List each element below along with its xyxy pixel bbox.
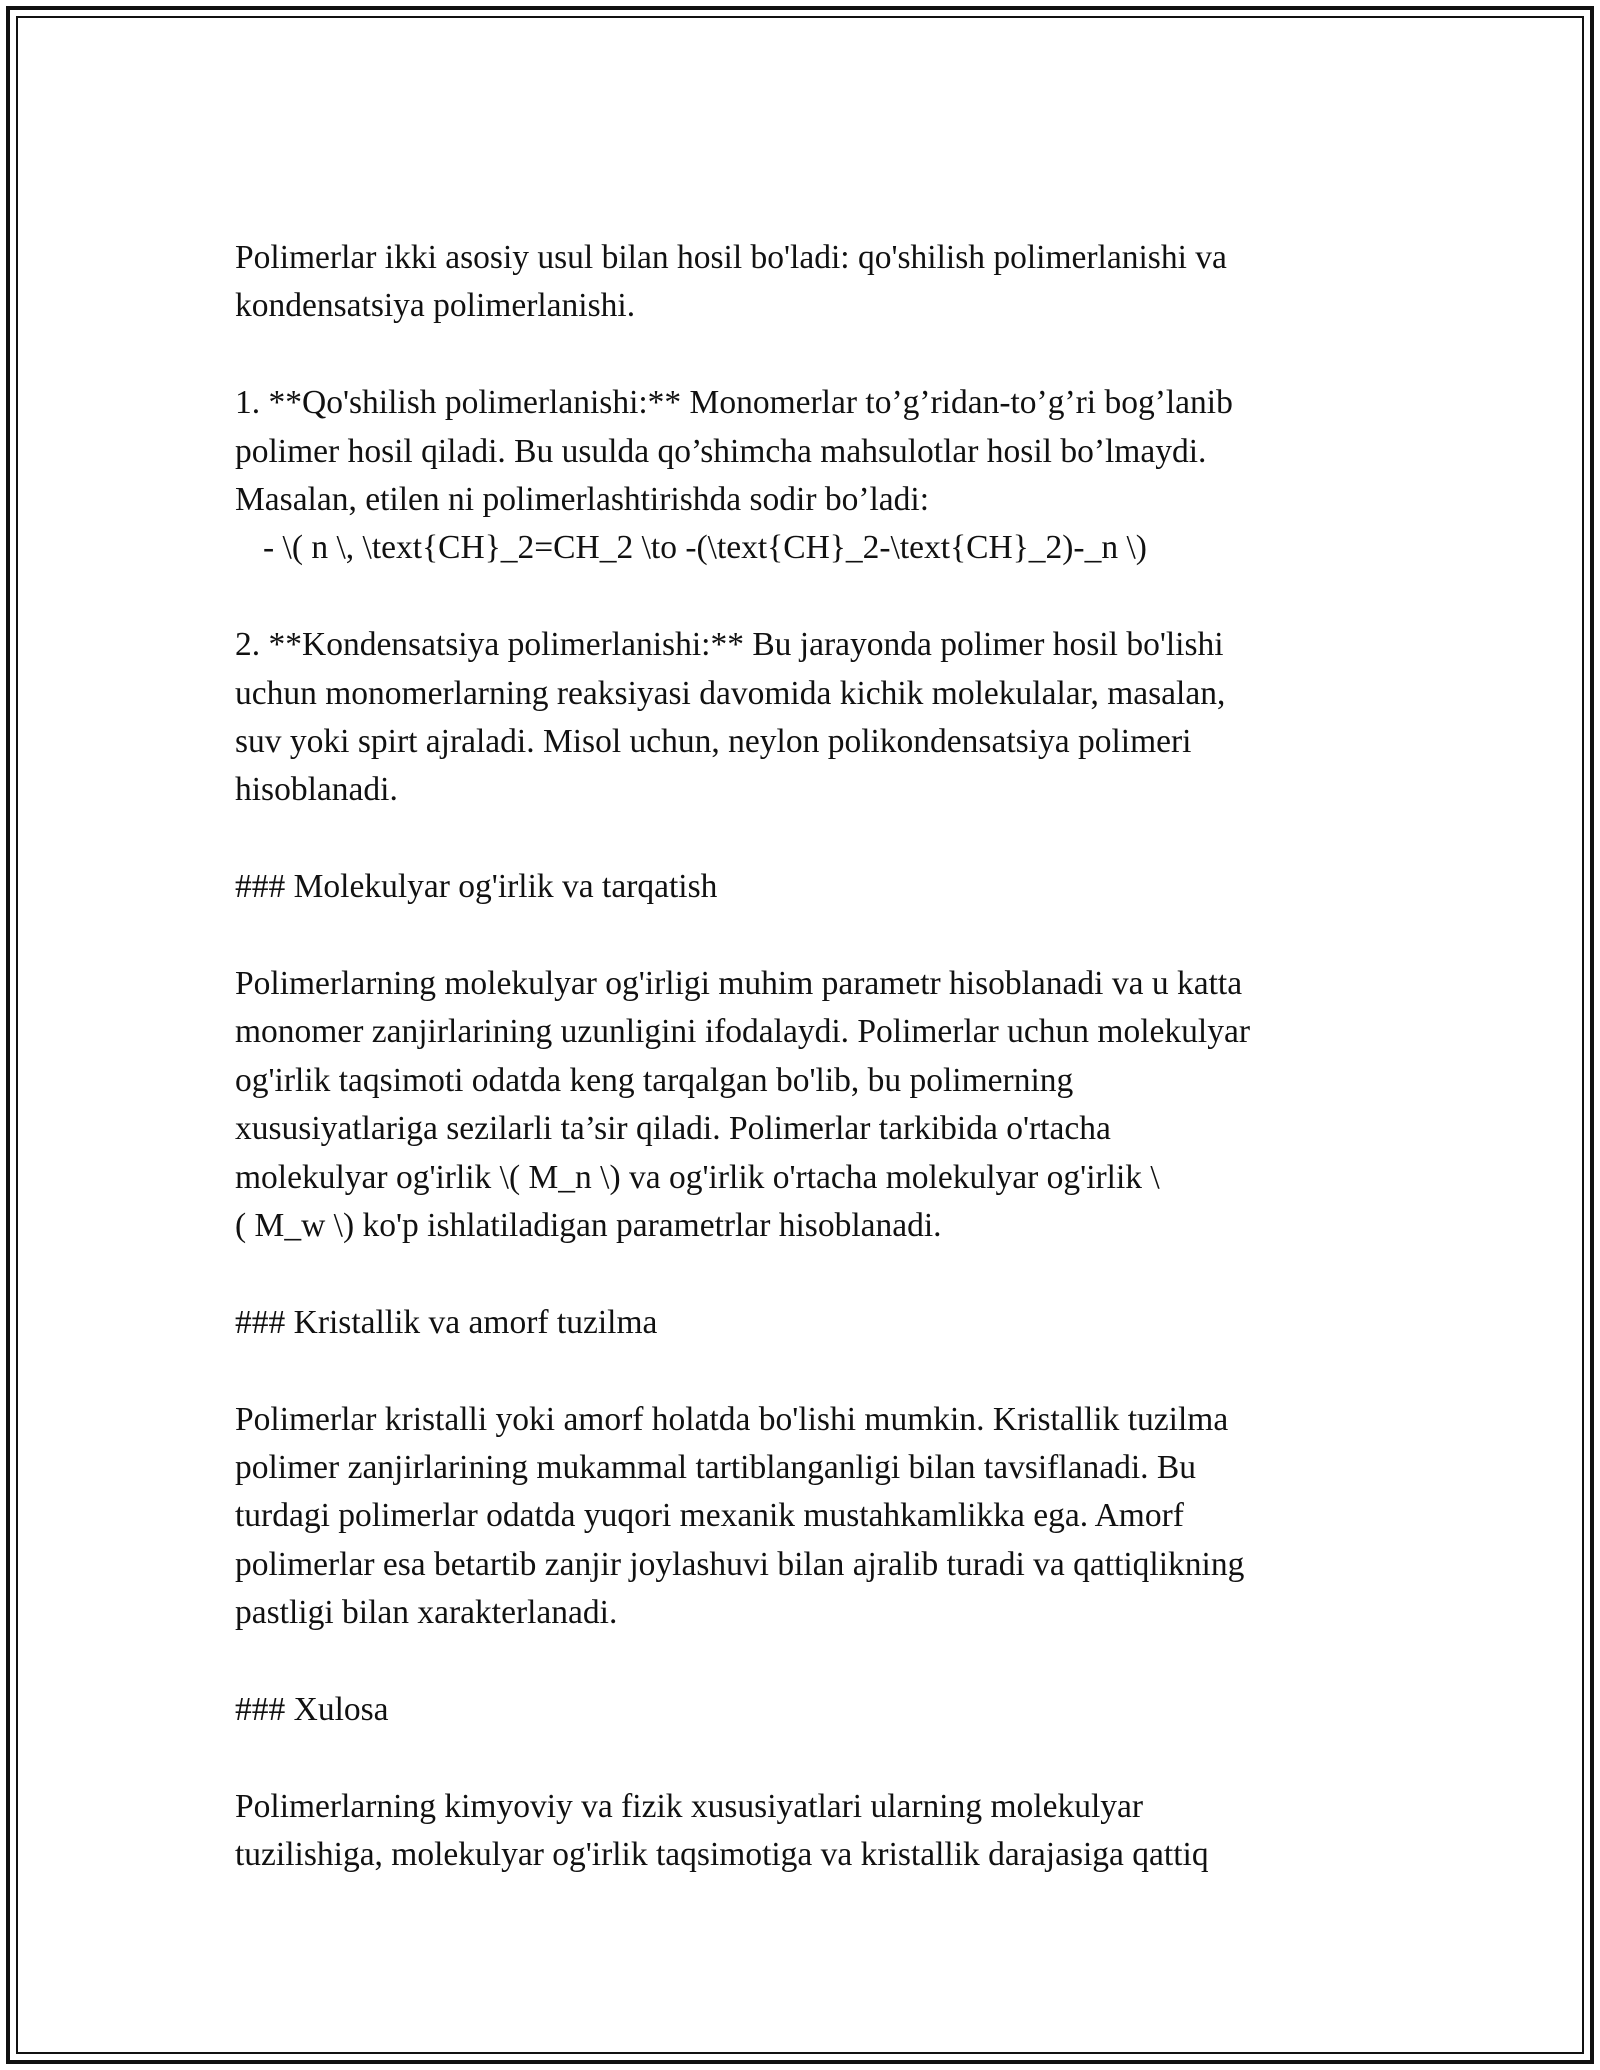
- heading-text: ### Kristallik va amorf tuzilma: [235, 1303, 658, 1341]
- text-line: polimer zanjirlarining mukammal tartiblanganligi bilan tavsiflanadi. Bu: [235, 1449, 1197, 1487]
- crystallinity-paragraph: [235, 1396, 1355, 1638]
- text-line: suv yoki spirt ajraladi. Misol uchun, neylon polikondensatsiya polimeri: [235, 723, 1192, 761]
- heading-molecular-weight: [235, 863, 1355, 911]
- document-body: [235, 234, 1355, 1928]
- text-line: uchun monomerlarning reaksiyasi davomida kichik molekulalar, masalan,: [235, 674, 1226, 712]
- text-line: tuzilishiga, molekulyar og'irlik taqsimotiga va kristallik darajasiga qattiq: [235, 1836, 1209, 1874]
- text-line: Polimerlar ikki asosiy usul bilan hosil bo'ladi: qo'shilish polimerlanishi va: [235, 239, 1227, 276]
- text-line: polimerlar esa betartib zanjir joylashuvi bilan ajralib turadi va qattiqlikning: [235, 1545, 1245, 1583]
- text-line: monomer zanjirlarining uzunligini ifodalaydi. Polimerlar uchun molekulyar: [235, 1013, 1250, 1051]
- text-line: kondensatsiya polimerlanishi.: [235, 287, 636, 325]
- text-line: turdagi polimerlar odatda yuqori mexanik mustahkamlikka ega. Amorf: [235, 1497, 1184, 1535]
- list-item-condensation-polymerization: [235, 621, 1355, 815]
- heading-text: ### Xulosa: [235, 1691, 389, 1729]
- text-line: hisoblanadi.: [235, 771, 398, 809]
- text-line: Polimerlar kristalli yoki amorf holatda bo'lishi mumkin. Kristallik tuzilma: [235, 1400, 1229, 1438]
- text-line: polimer hosil qiladi. Bu usulda qo’shimcha mahsulotlar hosil bo’lmaydi.: [235, 432, 1207, 470]
- list-item-addition-polymerization: [235, 379, 1355, 573]
- text-line: Polimerlarning molekulyar og'irligi muhim parametr hisoblanadi va u katta: [235, 965, 1243, 1003]
- intro-paragraph: [235, 234, 1355, 331]
- heading-crystallinity: [235, 1299, 1355, 1347]
- text-line: pastligi bilan xarakterlanadi.: [235, 1594, 618, 1632]
- heading-text: ### Molekulyar og'irlik va tarqatish: [235, 868, 718, 906]
- text-line: xususiyatlariga sezilarli ta’sir qiladi. Polimerlar tarkibida o'rtacha: [235, 1110, 1111, 1148]
- text-line: Polimerlarning kimyoviy va fizik xususiyatlari ularning molekulyar: [235, 1787, 1144, 1825]
- text-line: molekulyar og'irlik \( M_n \) va og'irlik o'rtacha molekulyar og'irlik \: [235, 1158, 1160, 1196]
- text-line: Masalan, etilen ni polimerlashtirishda sodir bo’ladi:: [235, 481, 930, 519]
- formula-line: - \( n \, \text{CH}_2=CH_2 \to -(\text{CH}_2-\text{CH}_2)-_n \): [263, 529, 1147, 567]
- heading-conclusion: [235, 1686, 1355, 1734]
- text-line: ( M_w \) ko'p ishlatiladigan parametrlar hisoblanadi.: [235, 1207, 942, 1245]
- text-line: 2. **Kondensatsiya polimerlanishi:** Bu jarayonda polimer hosil bo'lishi: [235, 626, 1224, 664]
- text-line: 1. **Qo'shilish polimerlanishi:** Monomerlar to’g’ridan-to’g’ri bog’lanib: [235, 384, 1233, 422]
- molecular-weight-paragraph: [235, 960, 1355, 1250]
- text-line: og'irlik taqsimoti odatda keng tarqalgan bo'lib, bu polimerning: [235, 1061, 1074, 1099]
- conclusion-paragraph: [235, 1783, 1355, 1880]
